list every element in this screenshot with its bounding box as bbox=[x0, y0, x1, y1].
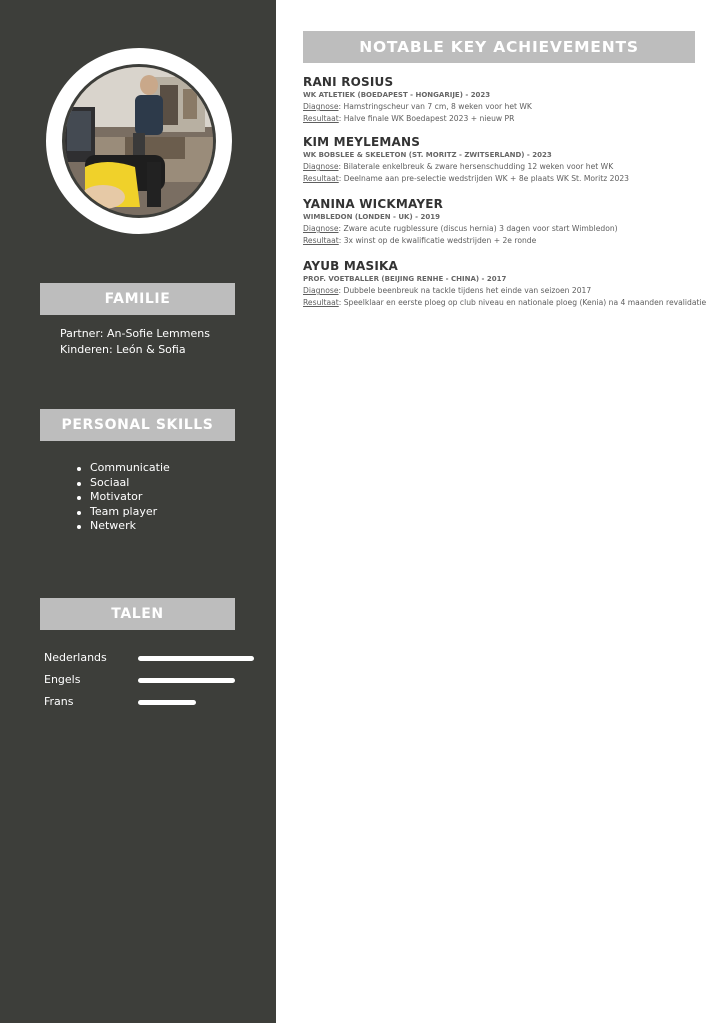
diagnosis-label: Diagnose bbox=[303, 162, 339, 171]
languages-heading: TALEN bbox=[40, 598, 235, 630]
result-text: : 3x winst op de kwalificatie wedstrijden + 2e ronde bbox=[338, 235, 537, 245]
result-label: Resultaat bbox=[303, 235, 339, 245]
result-text: : Halve finale WK Boedapest 2023 + nieuw PR bbox=[338, 113, 515, 123]
profile-photo-frame bbox=[46, 48, 232, 234]
language-level-bar bbox=[138, 656, 254, 661]
event-text: WK ATLETIEK (BOEDAPEST - HONGARIJE) - 2023 bbox=[303, 91, 491, 99]
achievement-entry bbox=[303, 197, 708, 246]
diagnosis-label: Diagnose bbox=[303, 102, 339, 111]
sidebar bbox=[0, 0, 276, 1023]
language-level-bar bbox=[138, 700, 196, 705]
language-level-track bbox=[138, 678, 254, 683]
language-name: Nederlands bbox=[44, 651, 107, 664]
skill-item: Communicatie bbox=[75, 461, 170, 476]
result-label: Resultaat bbox=[303, 113, 339, 123]
family-info bbox=[60, 326, 210, 358]
family-heading: FAMILIE bbox=[40, 283, 235, 315]
result-text: : Deelname aan pre-selectie wedstrijden WK + 8e plaats WK St. Moritz 2023 bbox=[338, 173, 629, 183]
result-label: Resultaat bbox=[303, 297, 339, 307]
athlete-name: KIM MEYLEMANS bbox=[303, 135, 421, 149]
achievement-entry bbox=[303, 135, 708, 184]
achievement-entry bbox=[303, 75, 708, 124]
result-label: Resultaat bbox=[303, 173, 339, 183]
skill-item: Motivator bbox=[75, 490, 170, 505]
profile-photo bbox=[62, 64, 216, 218]
diagnosis-line bbox=[303, 161, 708, 173]
diagnosis-line bbox=[303, 101, 708, 113]
language-level-bar bbox=[138, 678, 235, 683]
diagnosis-line bbox=[303, 285, 708, 297]
athlete-name: RANI ROSIUS bbox=[303, 75, 394, 89]
skill-item: Team player bbox=[75, 505, 170, 520]
children-text: Kinderen: León & Sofia bbox=[60, 343, 186, 356]
skills-heading: PERSONAL SKILLS bbox=[40, 409, 235, 441]
result-line bbox=[303, 297, 708, 309]
language-name: Engels bbox=[44, 673, 81, 686]
diagnosis-text: : Zware acute rugblessure (discus hernia) 3 dagen voor start Wimbledon) bbox=[338, 224, 618, 233]
achievement-entry bbox=[303, 259, 708, 308]
athlete-name: AYUB MASIKA bbox=[303, 259, 399, 273]
skills-list bbox=[75, 461, 170, 534]
diagnosis-label: Diagnose bbox=[303, 286, 339, 295]
result-line bbox=[303, 173, 708, 185]
athlete-name: YANINA WICKMAYER bbox=[303, 197, 444, 211]
diagnosis-text: : Bilaterale enkelbreuk & zware hersenschudding 12 weken voor het WK bbox=[338, 162, 614, 171]
diagnosis-line bbox=[303, 223, 708, 235]
skill-item: Sociaal bbox=[75, 476, 170, 491]
result-line bbox=[303, 235, 708, 247]
event-text: PROF. VOETBALLER (BEIJING RENHE - CHINA) - 2017 bbox=[303, 275, 507, 283]
diagnosis-text: : Dubbele beenbreuk na tackle tijdens het einde van seizoen 2017 bbox=[338, 286, 592, 295]
skill-item: Netwerk bbox=[75, 519, 170, 534]
photo-scene-icon bbox=[65, 67, 213, 215]
language-level-track bbox=[138, 656, 254, 661]
partner-text: Partner: An-Sofie Lemmens bbox=[60, 327, 210, 340]
language-name: Frans bbox=[44, 695, 74, 708]
diagnosis-label: Diagnose bbox=[303, 224, 339, 233]
result-line bbox=[303, 113, 708, 125]
result-text: : Speelklaar en eerste ploeg op club niveau en nationale ploeg (Kenia) na 4 maanden revalidatie bbox=[338, 297, 707, 307]
diagnosis-text: : Hamstringscheur van 7 cm, 8 weken voor het WK bbox=[338, 102, 532, 111]
language-level-track bbox=[138, 700, 254, 705]
achievements-heading: NOTABLE KEY ACHIEVEMENTS bbox=[303, 31, 695, 63]
profile-photo-image bbox=[65, 67, 213, 215]
event-text: WK BOBSLEE & SKELETON (ST. MORITZ - ZWITSERLAND) - 2023 bbox=[303, 151, 552, 159]
event-text: WIMBLEDON (LONDEN - UK) - 2019 bbox=[303, 213, 440, 221]
